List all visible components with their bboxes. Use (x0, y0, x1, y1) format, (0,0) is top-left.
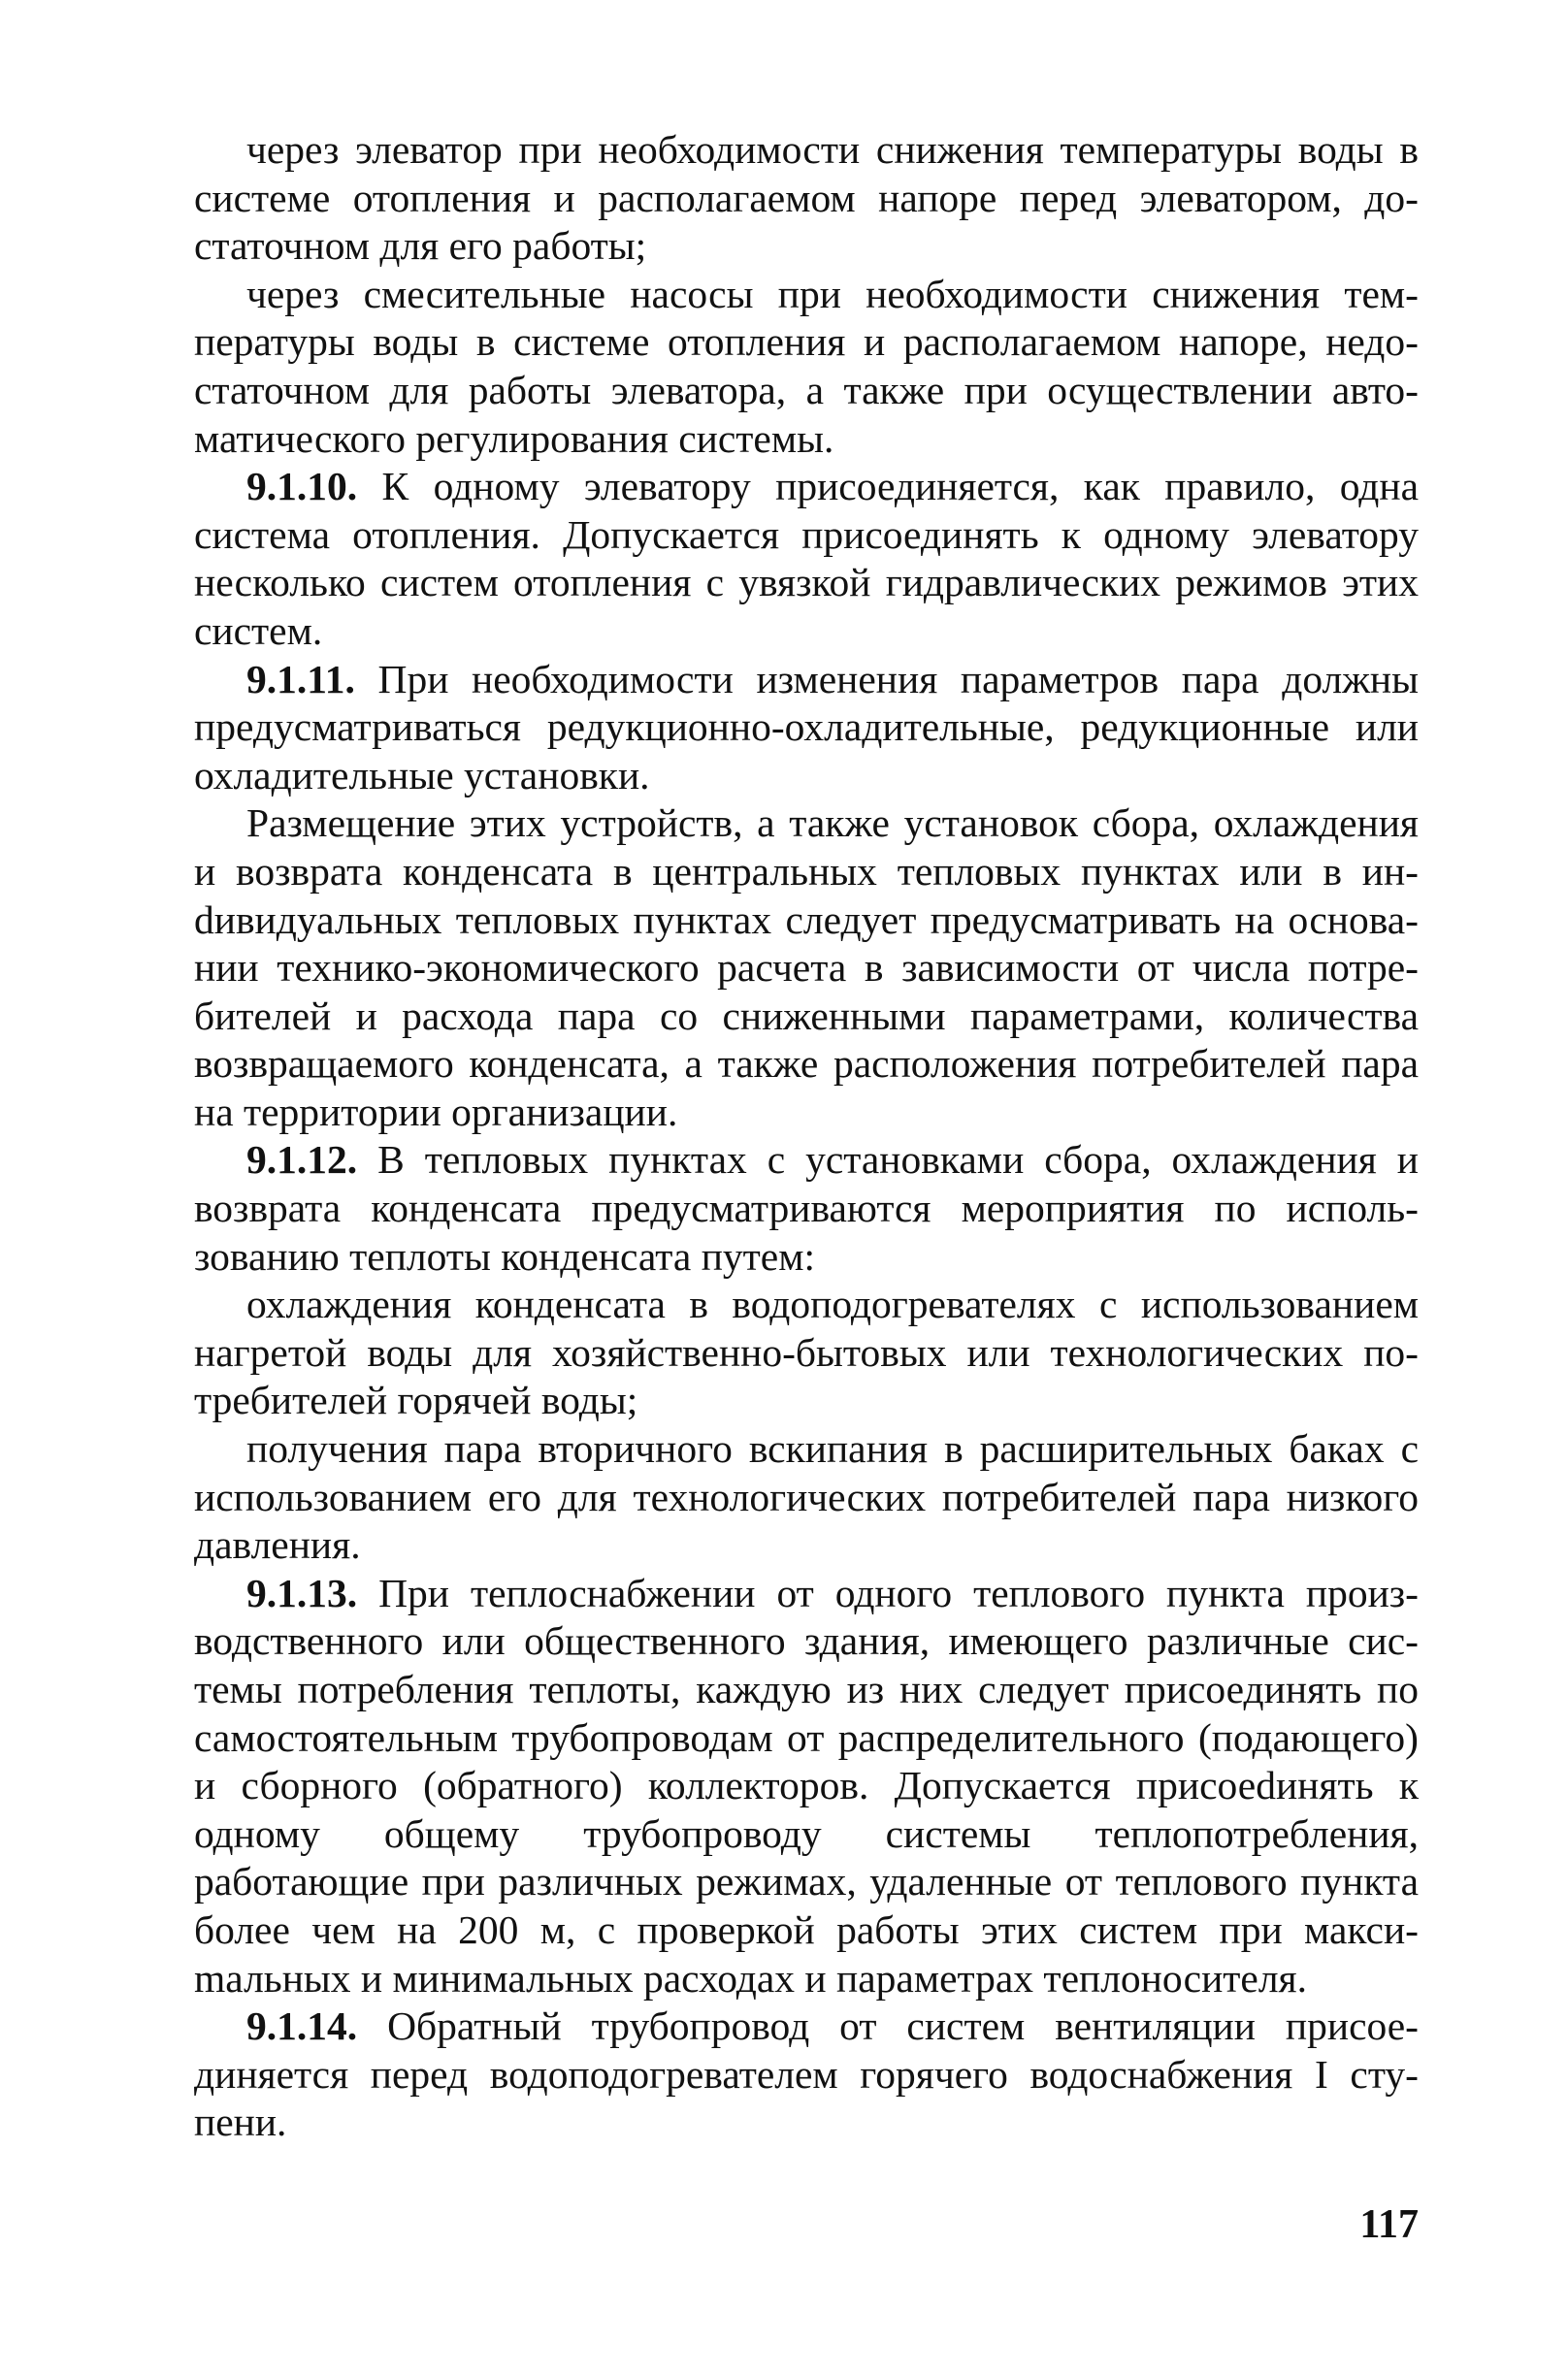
paragraph-text: охлаждения конденсата в водоподогревателях с использованием нагретой воды для хозяйственно-бытовых или технологических потребителей горячей воды; (194, 1282, 1419, 1423)
paragraph (194, 656, 1419, 800)
paragraph-text: Размещение этих устройств, а также установок сбора, охлаждения и возврата конденсата в центральных тепловых пунктах или в инdивидуальных тепловых пунктах следует предусматривать на основании технико-экономического расчета в зависимости от числа потребителей и расхода пара со сниженными параметрами, количества возвращаемого конденсата, а также расположения потребителей пара на территории организации. (194, 800, 1419, 1134)
paragraph (194, 271, 1419, 463)
section-number: 9.1.13. (246, 1570, 358, 1615)
paragraph-text: через смесительные насосы при необходимости снижения температуры воды в системе отопления и располагаемом напоре, недостаточном для работы элеватора, а также при осуществлении автоматического регулирования системы. (194, 271, 1419, 461)
paragraph (194, 1136, 1419, 1281)
section-number: 9.1.10. (246, 464, 358, 509)
page-number: 117 (1359, 2202, 1419, 2247)
paragraph-text: При теплоснабжении от одного теплового пункта производственного или общественного здания, имеющего различные системы потребления теплоты, каждую из них следует присоединять по самостоятельным трубопроводам от распределительного (подающего) и сборного (обратного) коллекторов. Допускается присоеdинять к одному общему трубопроводу системы теплопотребления, работающие при различных режимах, удаленные от теплового пункта более чем на 200 м, с проверкой работы этих систем при максиmальных и минимальных расходах и параметрах теплоносителя. (194, 1570, 1419, 2001)
page-body (194, 126, 1419, 2147)
paragraph-text: К одному элеватору присоединяется, как правило, одна система отопления. Допускается присоединять к одному элеватору несколько систем отопления с увязкой гидравлических режимов этих систем. (194, 464, 1420, 653)
paragraph-text: получения пара вторичного вскипания в расширительных баках с использованием его для технологических потребителей пара низкого давления. (194, 1426, 1419, 1568)
paragraph (194, 1425, 1419, 1570)
paragraph (194, 1570, 1419, 2003)
paragraph (194, 799, 1419, 1136)
section-number: 9.1.11. (246, 656, 355, 701)
paragraph-text: В тепловых пунктах с установками сбора, охлаждения и возврата конденсата предусматриваются мероприятия по использованию теплоты конденсата путем: (194, 1137, 1420, 1279)
paragraph-text: Обратный трубопровод от систем вентиляции присоединяется перед водоподогревателем горячего водоснабжения I ступени. (194, 2003, 1419, 2145)
paragraph (194, 2003, 1419, 2147)
paragraph (194, 1281, 1419, 1425)
paragraph (194, 126, 1419, 271)
section-number: 9.1.14. (246, 2003, 358, 2049)
paragraph-text: через элеватор при необходимости снижения температуры воды в системе отопления и располагаемом напоре перед элеватором, достаточном для его работы; (194, 127, 1419, 269)
paragraph (194, 463, 1419, 655)
paragraph-text: При необходимости изменения параметров пара должны предусматриваться редукционно-охладительные, редукционные или охладительные установки. (194, 656, 1419, 798)
section-number: 9.1.12. (246, 1137, 358, 1183)
